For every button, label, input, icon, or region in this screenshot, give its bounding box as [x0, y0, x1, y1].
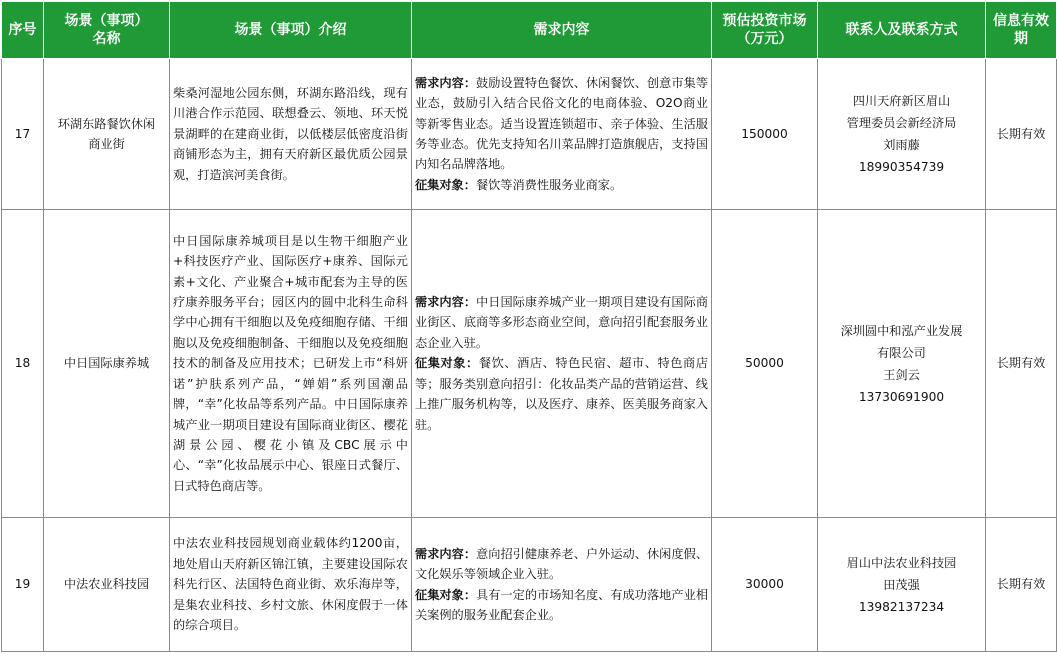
header-demand: 需求内容	[412, 2, 712, 59]
row-name: 中法农业科技园	[44, 518, 170, 652]
target-label: 征集对象：	[415, 177, 476, 192]
header-name-line1: 场景（事项）	[64, 13, 149, 29]
row-intro: 中日国际康养城项目是以生物干细胞产业+科技医疗产业、国际医疗+康养、国际元素+文化、产业聚合+城市配套为主导的医疗康养服务平台；园区内的圆中北科生命科学中心拥有干细胞以及免疫细胞存储、干细胞以及免疫细胞制备、干细胞以及免疫细胞技术的制备及应用技术；已研发上市“科妍诺”护肤系列产品，“婵娟”系列国潮品牌，“幸”化妆品等系列产品。中日国际康养城产业一期项目建设有国际商业街区、樱花湖景公园、樱花小镇及CBC展示中心、“幸”化妆品展示中心、银座日式餐厅、日式特色商店等。	[170, 210, 412, 518]
row-demand	[412, 210, 712, 518]
row-contact	[818, 210, 986, 518]
header-name	[44, 2, 170, 59]
row-name: 中日国际康养城	[44, 210, 170, 518]
target-text: 餐饮、酒店、特色民宿、超市、特色商店等；服务类别意向招引：化妆品类产品的营销运营、线上推广服务机构等，以及医疗、康养、医美服务商家入驻。	[415, 356, 709, 432]
header-invest-line1: 预估投资市场	[722, 13, 807, 29]
demand-text: 中日国际康养城产业一期项目建设有国际商业街区、底商等多形态商业空间，意向招引配套服务业态企业入驻。	[415, 295, 709, 350]
row-intro: 柴桑河湿地公园东侧，环湖东路沿线，现有川港合作示范园、联想叠云、领地、环天悦景湖畔的在建商业街，以低楼层低密度沿街商铺形态为主，拥有天府新区最优质公园景观，打造滨河美食街。	[170, 59, 412, 210]
table-row	[2, 210, 1057, 518]
row-intro: 中法农业科技园规划商业载体约1200亩，地处眉山天府新区锦江镇，主要建设国际农科先行区、法国特色商业街、欢乐海岸等，是集农业科技、乡村文旅、休闲度假于一体的综合项目。	[170, 518, 412, 652]
demand-label: 需求内容：	[415, 546, 477, 561]
header-invest	[712, 2, 818, 59]
contact-dept: 有限公司	[877, 345, 926, 360]
header-contact: 联系人及联系方式	[818, 2, 986, 59]
row-validity: 长期有效	[986, 210, 1057, 518]
row-invest: 50000	[712, 210, 818, 518]
contact-phone: 18990354739	[858, 160, 945, 174]
demand-text: 意向招引健康养老、户外运动、休闲度假、文化娱乐等领域企业入驻。	[415, 546, 709, 582]
target-text: 餐饮等消费性服务业商家。	[475, 177, 623, 192]
row-seq: 17	[2, 59, 44, 210]
header-name-line2: 名称	[92, 31, 121, 47]
header-intro: 场景（事项）介绍	[170, 2, 412, 59]
target-text: 具有一定的市场知名度、有成功落地产业相关案例的服务业配套企业。	[415, 587, 709, 622]
row-demand	[412, 518, 712, 652]
row-seq: 19	[2, 518, 44, 652]
header-row	[2, 2, 1057, 59]
contact-phone: 13730691900	[858, 389, 945, 404]
contact-person: 刘雨藤	[883, 138, 920, 152]
demand-text: 鼓励设置特色餐饮、休闲餐饮、创意市集等业态，鼓励引入结合民俗文化的电商体验、O2O商业等新零售业态。适当设置连锁超市、亲子体验、生活服务等业态。优先支持知名川菜品牌打造旗舰店，支持国内知名品牌落地。	[415, 75, 709, 172]
header-validity: 信息有效期	[986, 2, 1057, 59]
header-seq: 序号	[2, 2, 44, 59]
demand-label: 需求内容：	[415, 295, 477, 310]
row-name: 环湖东路餐饮休闲商业街	[44, 59, 170, 210]
row-contact	[818, 518, 986, 652]
row-validity: 长期有效	[986, 59, 1057, 210]
table-row	[2, 518, 1057, 652]
row-invest: 150000	[712, 59, 818, 210]
contact-org: 四川天府新区眉山	[852, 94, 951, 108]
contact-person: 田茂强	[883, 577, 920, 592]
row-invest: 30000	[712, 518, 818, 652]
table-row	[2, 59, 1057, 210]
target-label: 征集对象：	[415, 587, 477, 602]
contact-org: 眉山中法农业科技园	[846, 555, 957, 570]
header-invest-line2: （万元）	[736, 31, 793, 47]
contact-org: 深圳圆中和泓产业发展	[840, 323, 963, 338]
demand-label: 需求内容：	[415, 75, 477, 90]
row-demand	[412, 59, 712, 210]
project-table	[1, 1, 1057, 652]
target-label: 征集对象：	[415, 356, 479, 371]
row-validity: 长期有效	[986, 518, 1057, 652]
row-seq: 18	[2, 210, 44, 518]
contact-person: 王剑云	[883, 367, 920, 382]
contact-dept: 管理委员会新经济局	[846, 116, 957, 130]
row-contact	[818, 59, 986, 210]
contact-phone: 13982137234	[858, 599, 945, 614]
